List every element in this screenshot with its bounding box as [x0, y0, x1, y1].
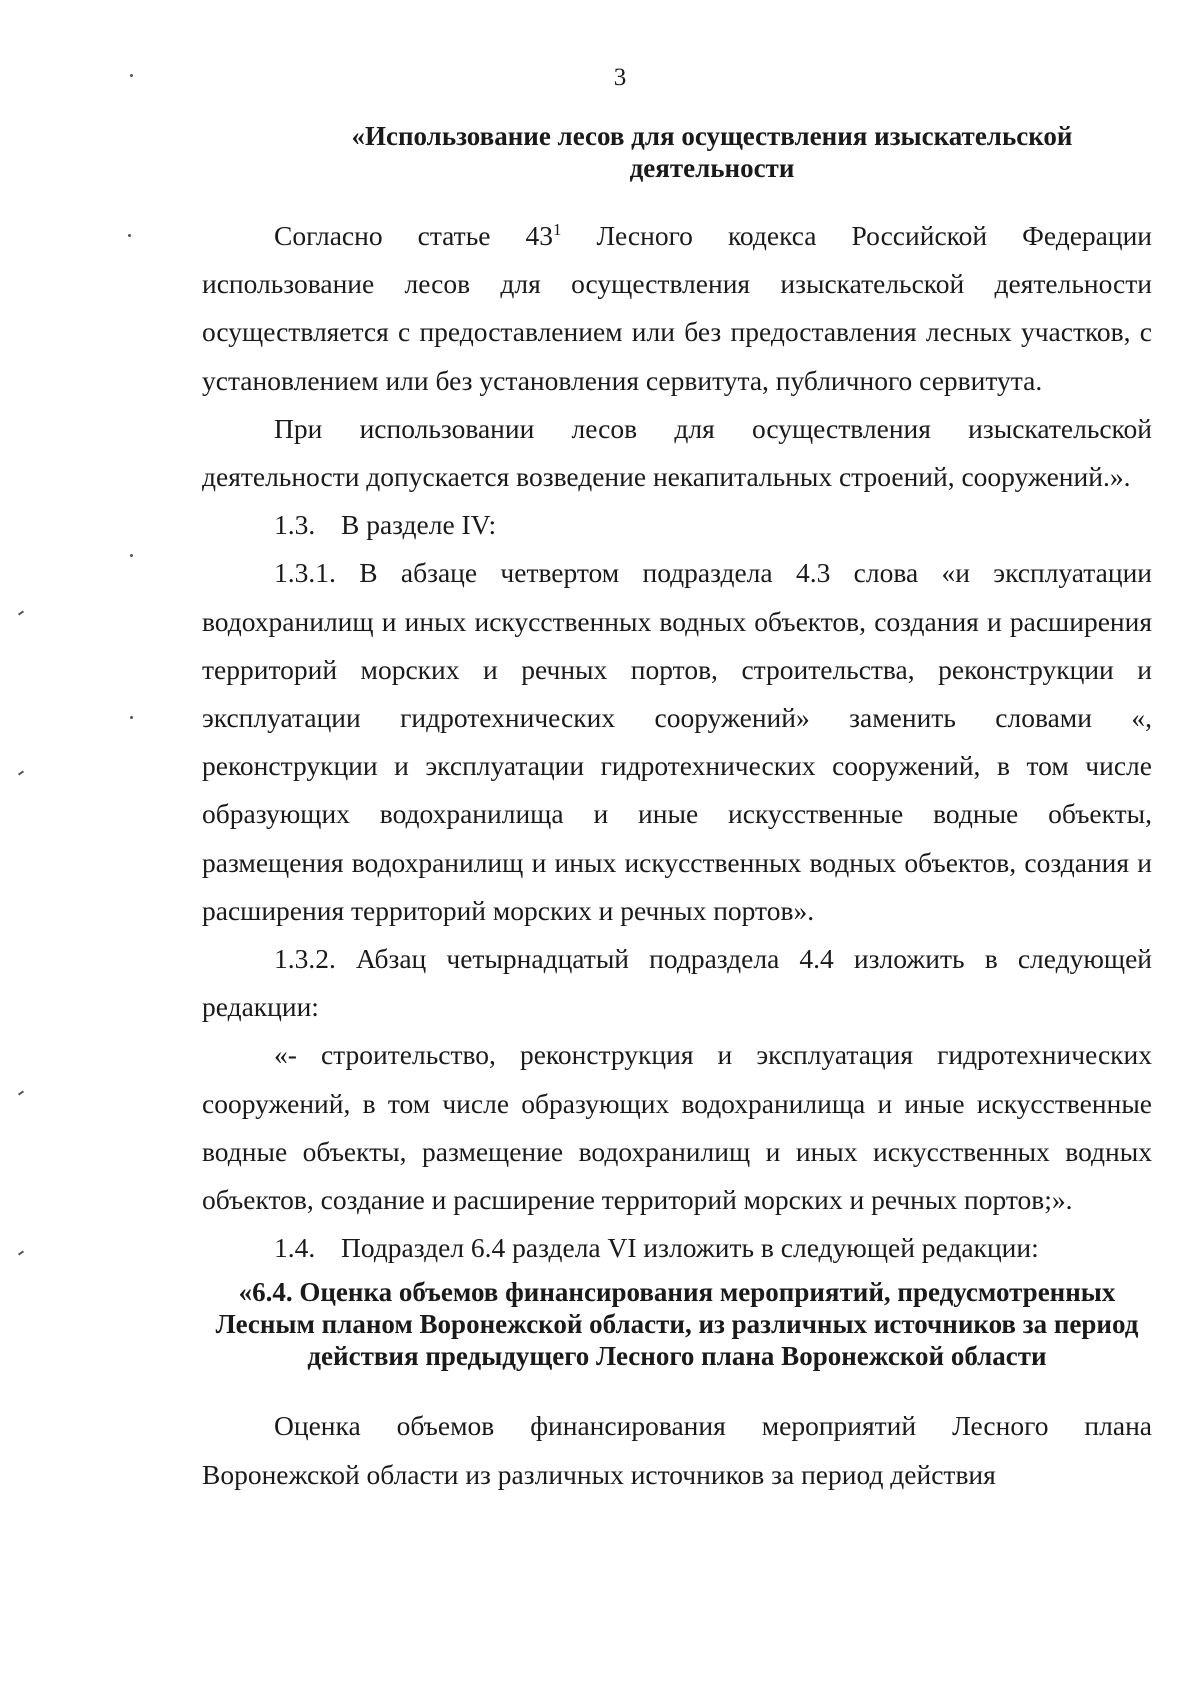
- item-1-3-2: [202, 935, 1152, 1031]
- item-text: Абзац четырнадцатый подраздела 4.4 изложить в следующей редакции:: [202, 943, 1152, 1023]
- item-text: В разделе IV:: [341, 509, 497, 541]
- paragraph-financing-estimate: Оценка объемов финансирования мероприятий Лесного плана Воронежской области из различных источников за период действия: [202, 1410, 1152, 1490]
- section-heading: «Использование лесов для осуществления изыскательской деятельности: [351, 121, 1073, 183]
- paragraph-non-capital-structures: При использовании лесов для осуществления изыскательской деятельности допускается возведение некапитальных строений, сооружений.».: [202, 412, 1152, 493]
- scan-artifact-dot: [130, 716, 133, 719]
- page-number: 3: [613, 64, 627, 91]
- document-body: [202, 120, 1152, 1499]
- scan-artifact-dot: [128, 234, 131, 237]
- quoted-amendment: «- строительство, реконструкция и эксплуатация гидротехнических сооружений, в том числе образующих водохранилища и иные искусственные водные объекты, размещение водохранилищ и иных искусственных водных объектов, создание и расширение территорий морских и речных портов;».: [202, 1039, 1152, 1216]
- item-number: 1.3.: [274, 509, 316, 541]
- scan-artifact-mark: [18, 770, 24, 775]
- scan-artifact-mark: [18, 1090, 24, 1095]
- subsection-heading: «6.4. Оценка объемов финансирования мероприятий, предусмотренных Лесным планом Воронежской области, из различных источников за период действия предыдущего Лесного плана Воронежской области: [215, 1277, 1139, 1372]
- scan-artifact-mark: [18, 1250, 24, 1255]
- paragraph-text: Согласно статье 43: [274, 220, 553, 251]
- scan-artifact-mark: [18, 610, 24, 615]
- item-1-3: [202, 501, 1152, 549]
- item-text: В абзаце четвертом подраздела 4.3 слова «и эксплуатации водохранилищ и иных искусственных водных объектов, создания и расширения территорий морских и речных портов, строительства, реконструкции и эксплуатации гидротехнических сооружений» заменить словами «, реконструкции и эксплуатации гидротехнических сооружений, в том числе образующих водохранилища и иные искусственные водные объекты, размещения водохранилищ и иных искусственных водных объектов, создания и расширения территорий морских и речных портов».: [202, 557, 1153, 926]
- paragraph-article-43: [202, 212, 1152, 405]
- item-1-3-1: [202, 549, 1152, 935]
- item-number: 1.3.2.: [274, 943, 336, 975]
- item-number: 1.4.: [274, 1232, 316, 1264]
- item-1-4: [202, 1224, 1152, 1272]
- item-text: Подраздел 6.4 раздела VI изложить в следующей редакции:: [341, 1232, 1039, 1264]
- superscript: 1: [553, 219, 562, 239]
- item-number: 1.3.1.: [274, 557, 336, 589]
- scan-artifact-dot: [130, 554, 133, 557]
- paragraph-text: Лесного кодекса Российской Федерации использование лесов для осуществления изыскательской деятельности осуществляется с предоставлением или без предоставления лесных участков, с установлением или без установления сервитута, публичного сервитута.: [202, 220, 1152, 396]
